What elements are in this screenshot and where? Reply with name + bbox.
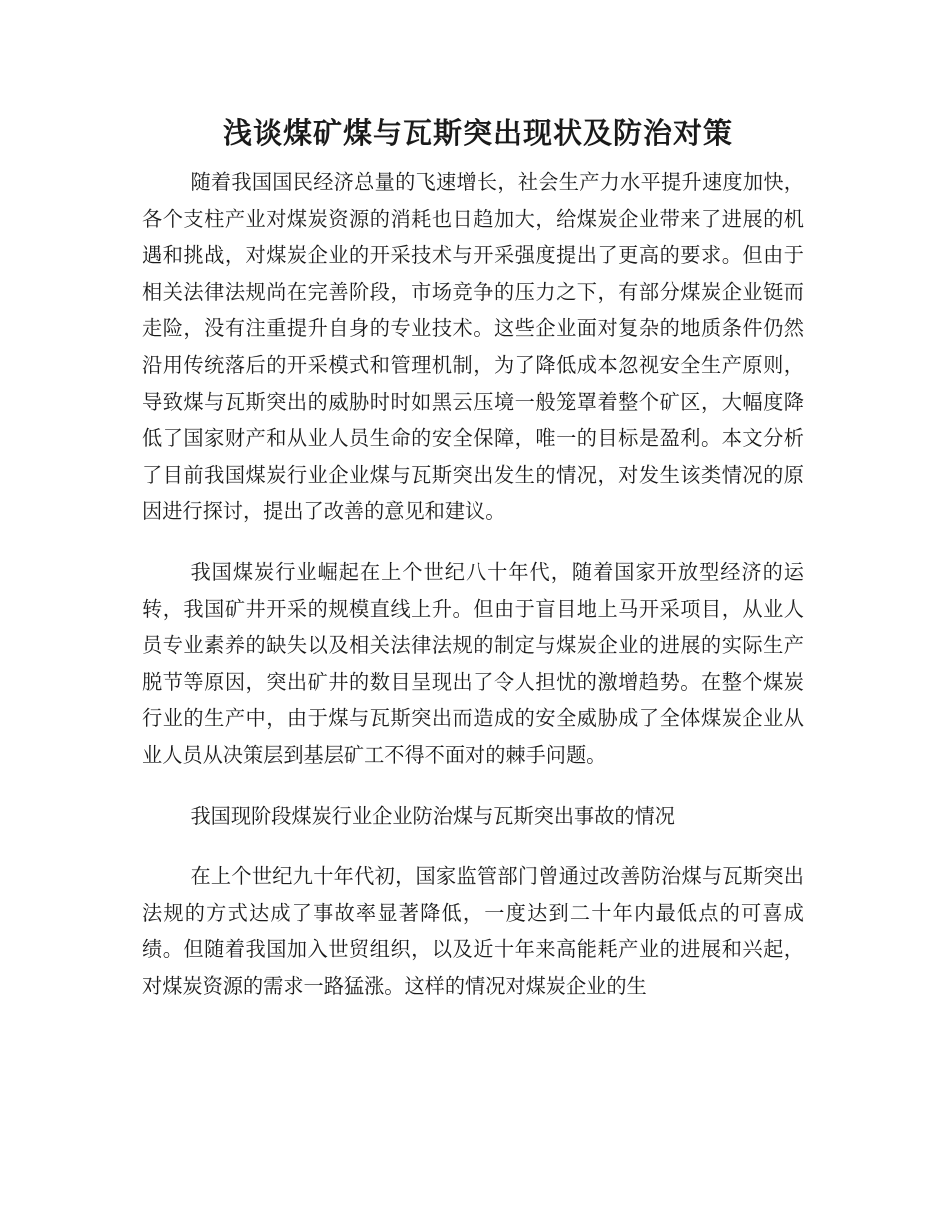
document-page [142,108,804,1004]
section-paragraph: 在上个世纪九十年代初，国家监管部门曾通过改善防治煤与瓦斯突出法规的方式达成了事故率显著降低，一度达到二十年内最低点的可喜成绩。但随着我国加入世贸组织，以及近十年来高能耗产业的进展和兴起，对煤炭资源的需求一路猛涨。这样的情况对煤炭企业的生 [142,864,804,998]
intro-paragraph: 随着我国国民经济总量的飞速增长，社会生产力水平提升速度加快，各个支柱产业对煤炭资源的消耗也日趋加大，给煤炭企业带来了进展的机遇和挑战，对煤炭企业的开采技术与开采强度提出了更高的要求。但由于相关法律法规尚在完善阶段，市场竞争的压力之下，有部分煤炭企业铤而走险，没有注重提升自身的专业技术。这些企业面对复杂的地质条件仍然沿用传统落后的开采模式和管理机制，为了降低成本忽视安全生产原则，导致煤与瓦斯突出的威胁时时如黑云压境一般笼罩着整个矿区，大幅度降低了国家财产和从业人员生命的安全保障，唯一的目标是盈利。本文分析了目前我国煤炭行业企业煤与瓦斯突出发生的情况，对发生该类情况的原因进行探讨，提出了改善的意见和建议。 [142,170,804,524]
section-heading: 我国现阶段煤炭行业企业防治煤与瓦斯突出事故的情况 [190,803,675,828]
document-title: 浅谈煤矿煤与瓦斯突出现状及防治对策 [222,116,733,150]
history-paragraph: 我国煤炭行业崛起在上个世纪八十年代，随着国家开放型经济的运转，我国矿井开采的规模直线上升。但由于盲目地上马开采项目，从业人员专业素养的缺失以及相关法律法规的制定与煤炭企业的进展的实际生产脱节等原因，突出矿井的数目呈现出了令人担忧的激增趋势。在整个煤炭行业的生产中，由于煤与瓦斯突出而造成的安全威胁成了全体煤炭企业从业人员从决策层到基层矿工不得不面对的棘手问题。 [142,559,804,767]
